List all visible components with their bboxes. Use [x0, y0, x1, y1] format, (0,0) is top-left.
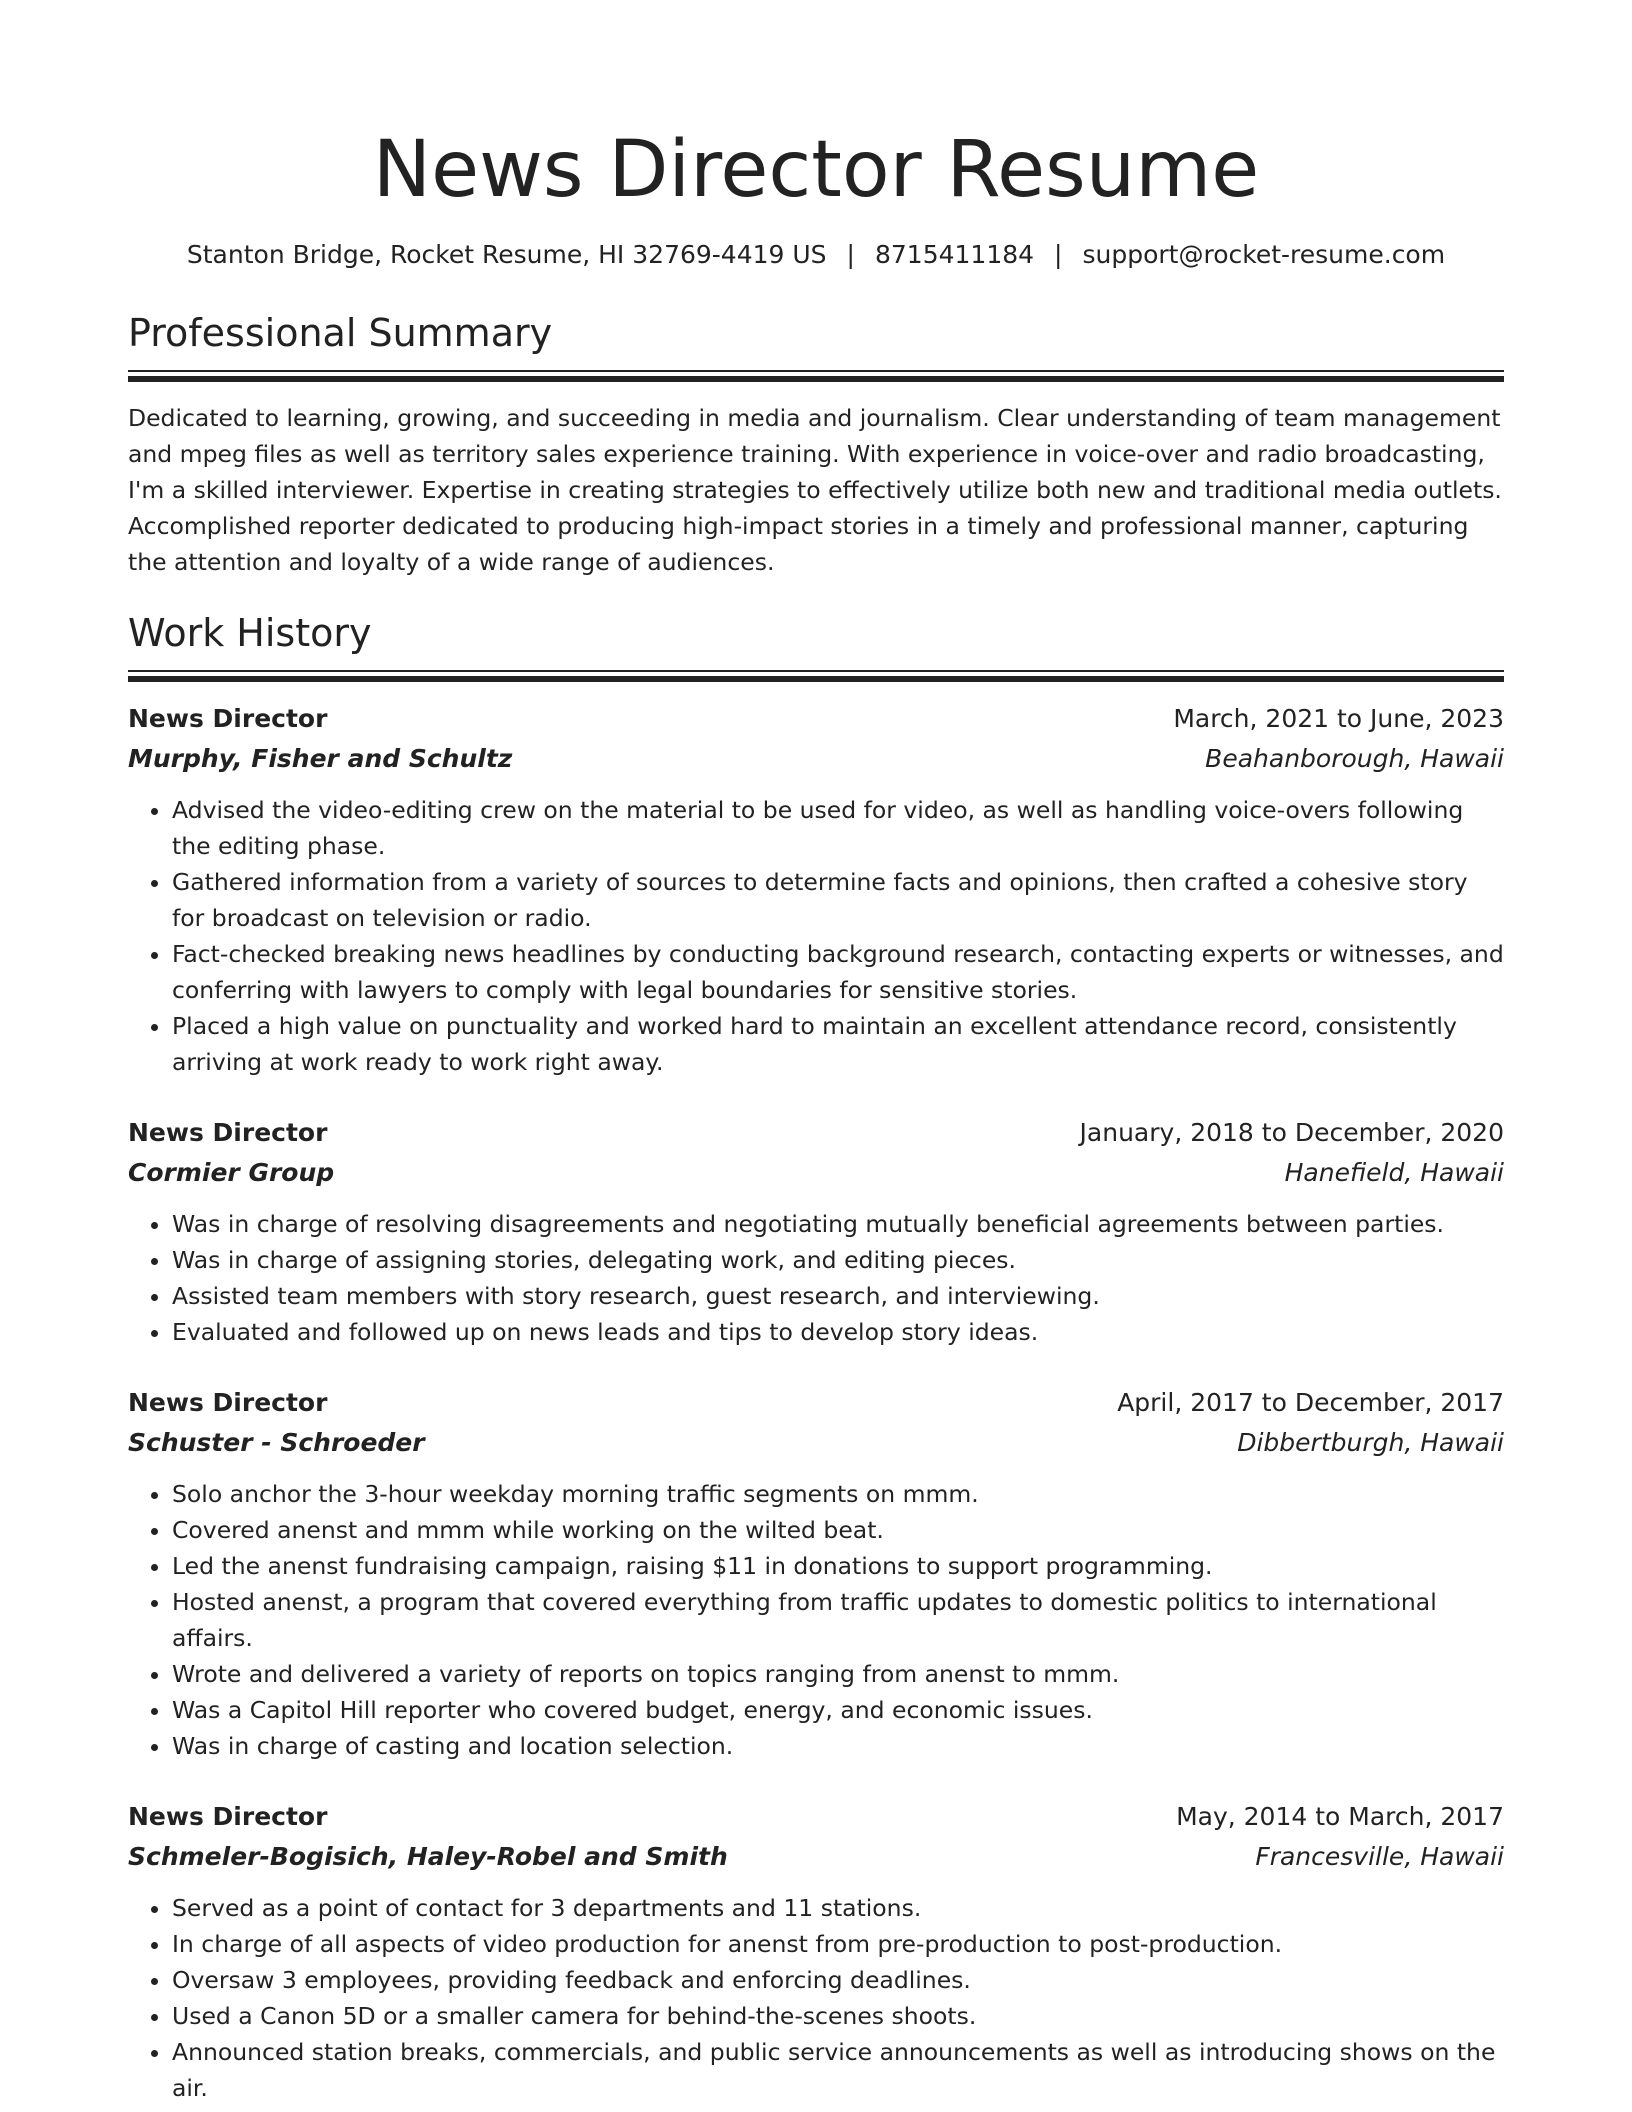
contact-address: Stanton Bridge, Rocket Resume, HI 32769-4419 US [186, 240, 827, 269]
job-bullets [128, 1206, 1504, 1350]
job-entry [128, 700, 1504, 1080]
job-bullet: • Evaluated and followed up on news leads and tips to develop story ideas. [172, 1314, 1504, 1350]
job-entry [128, 1798, 1504, 2106]
job-header-row [128, 1114, 1504, 1152]
contact-separator: | [846, 240, 855, 269]
job-bullet: • Led the anenst fundraising campaign, raising $11 in donations to support programming. [172, 1548, 1504, 1584]
job-company-row [128, 1154, 1504, 1192]
resume-content [128, 118, 1504, 2106]
job-bullet: • Used a Canon 5D or a smaller camera for behind-the-scenes shoots. [172, 1998, 1504, 2034]
job-bullet: • Served as a point of contact for 3 departments and 11 stations. [172, 1890, 1504, 1926]
job-company-row [128, 1838, 1504, 1876]
section-heading-summary: Professional Summary [128, 311, 553, 355]
job-dates: January, 2018 to December, 2020 [1079, 1118, 1504, 1147]
contact-phone: 8715411184 [874, 240, 1035, 269]
job-company: Cormier Group [128, 1158, 335, 1187]
job-dates: May, 2014 to March, 2017 [1176, 1802, 1504, 1831]
job-bullet: • Advised the video-editing crew on the material to be used for video, as well as handling voice-overs following the editing phase. [172, 792, 1504, 864]
job-bullet: • Announced station breaks, commercials, and public service announcements as well as introducing shows on the air. [172, 2034, 1504, 2106]
page-title: News Director Resume [372, 125, 1260, 215]
job-header-row [128, 1798, 1504, 1836]
job-bullets [128, 1476, 1504, 1764]
job-list [128, 700, 1504, 2106]
job-dates: April, 2017 to December, 2017 [1117, 1388, 1504, 1417]
job-company: Murphy, Fisher and Schultz [128, 744, 513, 773]
professional-summary-section [128, 308, 1504, 580]
summary-text: Dedicated to learning, growing, and succeeding in media and journalism. Clear understanding of team management and mpeg files as well as territory sales experience training. With experience in voice-over and radio broadcasting, I'm a skilled interviewer. Expertise in creating strategies to effectively utilize both new and traditional media outlets. Accomplished reporter dedicated to producing high-impact stories in a timely and professional manner, capturing the attention and loyalty of a wide range of audiences. [128, 404, 1502, 576]
job-dates: March, 2021 to June, 2023 [1173, 704, 1504, 733]
section-divider [128, 670, 1504, 682]
job-bullet: • Was in charge of casting and location selection. [172, 1728, 1504, 1764]
job-company-row [128, 1424, 1504, 1462]
job-bullets [128, 792, 1504, 1080]
job-company: Schmeler-Bogisich, Haley-Robel and Smith [128, 1842, 728, 1871]
job-bullets [128, 1890, 1504, 2106]
section-divider [128, 370, 1504, 382]
job-entry [128, 1384, 1504, 1764]
job-location: Dibbertburgh, Hawaii [1237, 1428, 1504, 1457]
job-bullet: • Placed a high value on punctuality and worked hard to maintain an excellent attendance record, consistently arriving at work ready to work right away. [172, 1008, 1504, 1080]
work-history-section [128, 608, 1504, 2106]
job-bullet: • Fact-checked breaking news headlines by conducting background research, contacting experts or witnesses, and conferring with lawyers to comply with legal boundaries for sensitive stories. [172, 936, 1504, 1008]
section-heading-work: Work History [128, 611, 372, 655]
job-title: News Director [128, 1118, 328, 1147]
job-bullet: • Hosted anenst, a program that covered everything from traffic updates to domestic politics to international affairs. [172, 1584, 1504, 1656]
job-entry [128, 1114, 1504, 1350]
job-location: Francesville, Hawaii [1255, 1842, 1504, 1871]
contact-email: support@rocket-resume.com [1082, 240, 1446, 269]
job-title: News Director [128, 1802, 328, 1831]
job-title: News Director [128, 704, 328, 733]
job-bullet: • Solo anchor the 3-hour weekday morning traffic segments on mmm. [172, 1476, 1504, 1512]
job-bullet: • Assisted team members with story research, guest research, and interviewing. [172, 1278, 1504, 1314]
job-header-row [128, 700, 1504, 738]
contact-separator: | [1054, 240, 1063, 269]
job-header-row [128, 1384, 1504, 1422]
job-bullet: • Covered anenst and mmm while working on the wilted beat. [172, 1512, 1504, 1548]
job-location: Beahanborough, Hawaii [1205, 744, 1504, 773]
contact-line [128, 238, 1504, 272]
job-location: Hanefield, Hawaii [1284, 1158, 1504, 1187]
job-bullet: • Was a Capitol Hill reporter who covered budget, energy, and economic issues. [172, 1692, 1504, 1728]
job-bullet: • Gathered information from a variety of sources to determine facts and opinions, then crafted a cohesive story for broadcast on television or radio. [172, 864, 1504, 936]
job-bullet: • Wrote and delivered a variety of reports on topics ranging from anenst to mmm. [172, 1656, 1504, 1692]
job-bullet: • Was in charge of resolving disagreements and negotiating mutually beneficial agreements between parties. [172, 1206, 1504, 1242]
job-bullet: • In charge of all aspects of video production for anenst from pre-production to post-production. [172, 1926, 1504, 1962]
job-bullet: • Was in charge of assigning stories, delegating work, and editing pieces. [172, 1242, 1504, 1278]
job-title: News Director [128, 1388, 328, 1417]
job-company: Schuster - Schroeder [128, 1428, 425, 1457]
job-bullet: • Oversaw 3 employees, providing feedback and enforcing deadlines. [172, 1962, 1504, 1998]
job-company-row [128, 740, 1504, 778]
